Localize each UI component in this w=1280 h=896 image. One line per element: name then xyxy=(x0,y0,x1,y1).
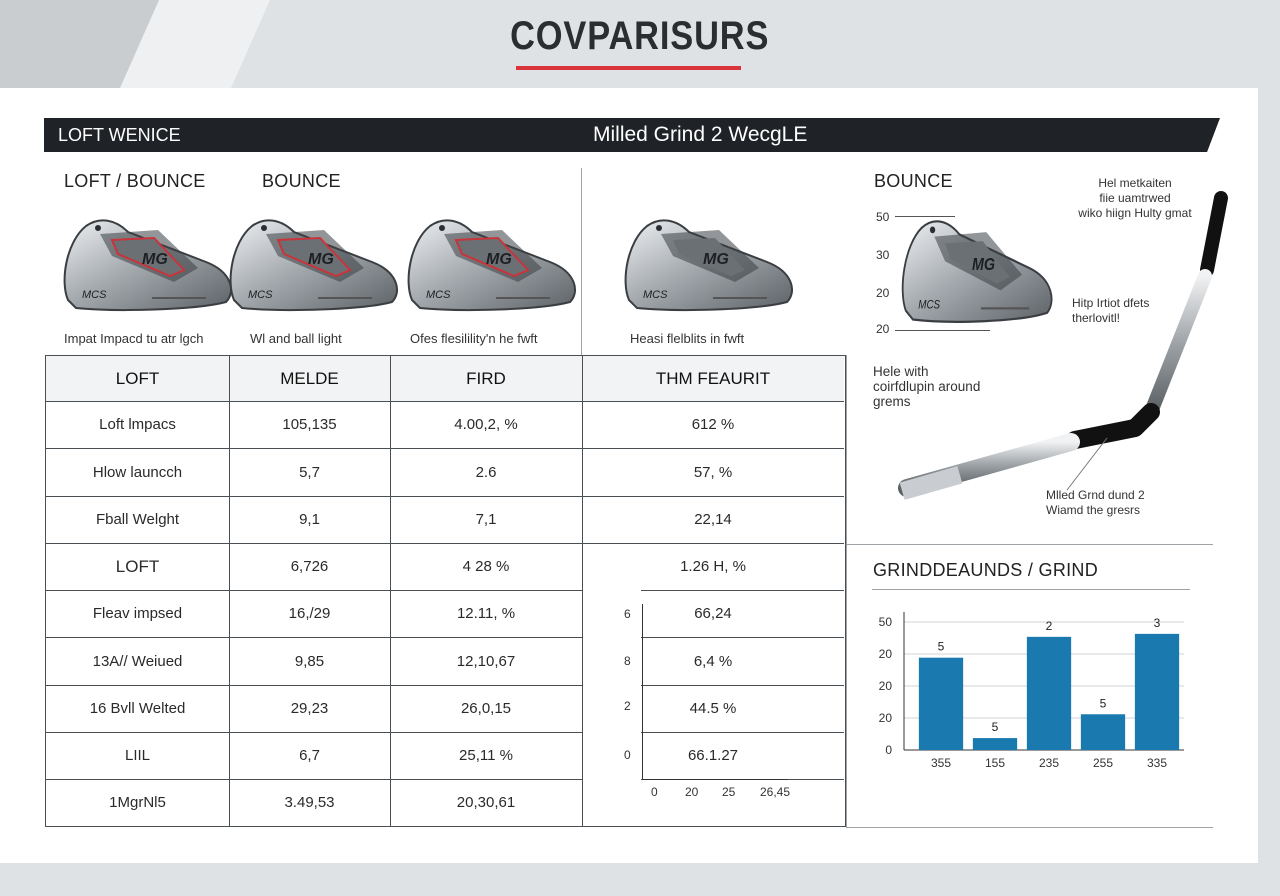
wedge-brand-mark: MG xyxy=(486,251,512,268)
chart-x-tick-label: 335 xyxy=(1146,756,1168,770)
section-label-bounce: BOUNCE xyxy=(262,171,341,191)
divider-vertical-right xyxy=(846,355,847,827)
mini-y-label-1: 6 xyxy=(624,607,631,621)
table-cell: 12.11, % xyxy=(456,605,516,622)
header-left-label: LOFT WENICE xyxy=(58,125,181,145)
table-cell: 9,1 xyxy=(299,511,320,528)
right-y-label-3: 20 xyxy=(876,286,890,300)
right-y-label-1: 50 xyxy=(876,210,890,224)
table-cell: 66.1.27 xyxy=(687,747,739,764)
chart-x-tick-label: 355 xyxy=(930,756,952,770)
chart-bar xyxy=(1027,637,1071,750)
table-row-label: LOFT xyxy=(115,556,160,576)
mini-y-label-2: 8 xyxy=(624,654,631,668)
table-cell: 3.49,53 xyxy=(284,794,335,811)
note-mid xyxy=(1072,296,1182,326)
table-cell: 44.5 % xyxy=(689,700,737,717)
divider-right-1 xyxy=(846,544,1213,545)
table-cell: 26,0,15 xyxy=(460,700,512,717)
note-top-line-3: wiko hiign Hulty gmat xyxy=(1078,206,1192,220)
note-bottom-line-1: Mlled Grnd dund 2 xyxy=(1046,488,1145,502)
note-top xyxy=(1060,176,1210,221)
table-cell: 6,726 xyxy=(290,558,329,575)
table-cell: 6,7 xyxy=(299,747,320,764)
table-row-label: 16 Bvll Welted xyxy=(89,700,186,717)
note-top-line-1: Hel metkaiten xyxy=(1098,176,1172,190)
note-left-line-2: coirfdlupin around xyxy=(873,379,981,394)
note-top-line-2: fiie uamtrwed xyxy=(1099,191,1171,205)
wedge-head-4-graphic xyxy=(617,212,807,312)
note-left xyxy=(873,364,1033,409)
mini-x-label-4: 26,45 xyxy=(760,785,791,799)
table-cell: 29,23 xyxy=(290,700,329,717)
grind-bar-chart xyxy=(868,596,1198,776)
note-mid-line-1: Hitp Irtiot dfets xyxy=(1072,296,1150,310)
wedge-brand-mark: MG xyxy=(971,254,995,275)
divider-right-2 xyxy=(872,589,1190,590)
note-bottom-line-2: Wiamd the gresrs xyxy=(1046,503,1141,517)
table-cell: 20,30,61 xyxy=(456,794,516,811)
wedge-brand-mark: MG xyxy=(142,251,168,268)
note-bottom xyxy=(1046,488,1206,518)
chart-data-label: 3 xyxy=(1153,615,1161,630)
wedge-caption-4: Heasi flelblits in fwft xyxy=(630,331,745,346)
wedge-model-mark: MCS xyxy=(248,289,273,301)
table-row-label: 13A// Weiued xyxy=(92,652,183,670)
table-cell: 12,10,67 xyxy=(456,652,516,670)
chart-x-tick-label: 235 xyxy=(1038,756,1060,770)
wedge-model-mark: MCS xyxy=(918,298,941,312)
note-left-line-3: grems xyxy=(873,394,911,409)
table-cell: 4.00,2, % xyxy=(454,416,518,433)
table-cell: 22,14 xyxy=(694,511,732,528)
table-row-label: 1MgrNl5 xyxy=(109,794,166,811)
wedge-caption-1: Impat Impacd tu atr lgch xyxy=(64,331,204,346)
table-header-cell: FIRD xyxy=(466,368,506,388)
chart-data-label: 5 xyxy=(937,639,945,654)
section-label-right-bounce: BOUNCE xyxy=(874,171,953,191)
title-wrap xyxy=(0,14,1280,59)
chart-x-tick-label: 155 xyxy=(984,756,1006,770)
chart-bar xyxy=(1135,634,1179,750)
chart-bar xyxy=(1081,714,1125,750)
table-header-cell: THM FEAURIT xyxy=(655,368,771,388)
table-row-label: Loft lmpacs xyxy=(99,416,176,433)
section-label-grind: GRINDDEAUNDS / GRIND xyxy=(873,560,1099,580)
table-cell: 105,135 xyxy=(282,416,337,433)
chart-y-tick-label: 20 xyxy=(878,679,892,693)
mini-x-label-3: 25 xyxy=(722,785,736,799)
wedge-brand-mark: MG xyxy=(703,251,729,268)
table-cell: 57, % xyxy=(693,463,733,481)
chart-bar xyxy=(973,738,1017,750)
comparison-table xyxy=(45,355,846,827)
table-header-cell: MELDE xyxy=(280,368,339,388)
table-header-cell: LOFT xyxy=(115,368,160,388)
wedge-head-3 xyxy=(400,212,590,312)
chart-data-label: 5 xyxy=(1099,696,1107,711)
wedge-model-mark: MCS xyxy=(426,289,451,301)
table-row-label: Fleav impsed xyxy=(92,605,183,622)
header-title: Milled Grind 2 WecgLE xyxy=(593,123,808,146)
table-cell: 2.6 xyxy=(475,463,497,481)
chart-y-tick-label: 20 xyxy=(878,647,892,661)
section-label-loft-bounce: LOFT / BOUNCE xyxy=(64,171,206,191)
page-title: COVPARISURS xyxy=(510,14,770,58)
table-row-label: Fball Welght xyxy=(95,511,180,528)
mini-y-label-4: 0 xyxy=(624,748,631,762)
wedge-head-3-graphic xyxy=(400,212,590,312)
wedge-model-mark: MCS xyxy=(82,289,107,301)
table-cell: 66,24 xyxy=(694,605,732,622)
table-cell: 1.26 H, % xyxy=(680,558,746,575)
wedge-model-mark: MCS xyxy=(643,289,668,301)
table-cell: 4 28 % xyxy=(462,558,510,575)
chart-data-label: 2 xyxy=(1045,618,1053,633)
chart-y-tick-label: 0 xyxy=(885,743,892,757)
title-underline xyxy=(516,66,741,70)
chart-y-tick-label: 20 xyxy=(878,711,892,725)
chart-y-tick-label: 50 xyxy=(878,615,892,629)
table-cell: 9,85 xyxy=(294,652,325,670)
wedge-caption-2: Wl and ball light xyxy=(250,331,342,346)
table-cell: 612 % xyxy=(691,416,735,433)
table-cell: 6,4 % xyxy=(693,652,733,670)
mini-x-label-1: 0 xyxy=(651,785,658,799)
wedge-head-2-graphic xyxy=(222,212,412,312)
mini-axis-x xyxy=(642,779,788,780)
table-cell: 16,/29 xyxy=(288,605,331,622)
right-y-label-2: 30 xyxy=(876,248,890,262)
table-cell: 5,7 xyxy=(299,463,320,481)
mini-axis-y xyxy=(642,604,643,780)
wedge-head-2 xyxy=(222,212,412,312)
wedge-head-1-graphic xyxy=(56,212,246,312)
mini-x-label-2: 20 xyxy=(685,785,699,799)
mini-y-label-3: 2 xyxy=(624,699,631,713)
right-y-label-4: 20 xyxy=(876,322,890,336)
table-row-label: LIIL xyxy=(124,747,151,764)
wedge-head-4 xyxy=(617,212,807,312)
table-cell: 25,11 % xyxy=(459,747,513,764)
table-row-label: Hlow launcch xyxy=(92,463,183,481)
divider-bottom xyxy=(846,827,1213,828)
wedge-brand-mark: MG xyxy=(308,251,334,268)
wedge-caption-3: Ofes flesilility'n he fwft xyxy=(410,331,538,346)
note-left-line-1: Hele with xyxy=(873,364,929,379)
chart-data-label: 5 xyxy=(991,720,999,735)
golf-shaft-illustration xyxy=(895,190,1235,510)
chart-bar xyxy=(919,658,963,750)
wedge-head-1 xyxy=(56,212,246,312)
chart-x-tick-label: 255 xyxy=(1092,756,1114,770)
table-cell: 7,1 xyxy=(475,511,497,528)
note-mid-line-2: therlovitl! xyxy=(1072,311,1121,325)
